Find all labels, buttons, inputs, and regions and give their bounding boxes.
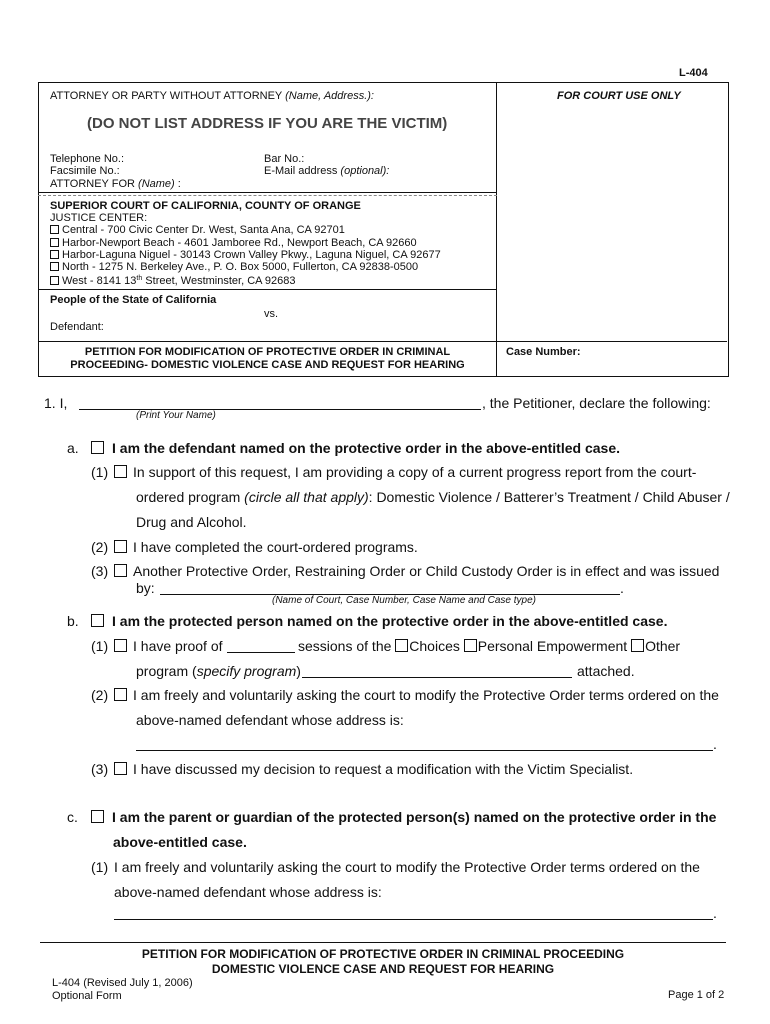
plaintiff-label: People of the State of California (50, 294, 217, 306)
center-harbor-laguna[interactable] (50, 249, 441, 261)
petition-title-line2: PROCEEDING- DOMESTIC VIOLENCE CASE AND REQUEST FOR HEARING (70, 359, 465, 371)
optional-form-label: Optional Form (52, 990, 122, 1002)
attorney-for-label: ATTORNEY FOR (50, 177, 135, 190)
checkbox[interactable] (50, 276, 59, 285)
item-a2-number: (2) (91, 539, 109, 555)
item-c1-line2: above-named defendant whose address is: (114, 884, 382, 900)
item-b3-number: (3) (91, 761, 109, 777)
item-b1-options (298, 638, 680, 654)
print-name-hint: (Print Your Name) (136, 410, 216, 421)
justice-center-label: JUSTICE CENTER: (50, 212, 148, 225)
item-a (91, 440, 620, 456)
program-options: : Domestic Violence / Batterer’s Treatment / Child Abuser / (368, 489, 730, 505)
court-use-label: FOR COURT USE ONLY (557, 90, 681, 102)
defendant-address-field-b[interactable] (136, 750, 713, 751)
program-label: program ( (136, 663, 197, 679)
center-west[interactable] (50, 273, 441, 287)
checkbox[interactable] (50, 250, 59, 259)
checkbox[interactable] (50, 225, 59, 234)
email-hint: (optional): (340, 165, 390, 178)
attorney-section-divider (38, 192, 497, 193)
checkbox[interactable] (50, 238, 59, 247)
attorney-for-hint: (Name) (138, 177, 175, 190)
center-label: Harbor-Newport Beach - 4601 Jamboree Rd., Newport Beach, CA 92660 (62, 236, 417, 249)
other-checkbox[interactable] (631, 639, 644, 652)
item-b2-period: . (713, 736, 717, 752)
center-harbor-newport[interactable] (50, 237, 441, 249)
item-b1-number: (1) (91, 638, 109, 654)
personal-empowerment-label: Personal Empowerment (477, 638, 628, 654)
specify-program-hint: specify program (196, 663, 297, 679)
item-b2-number: (2) (91, 687, 109, 703)
ordinal-suffix: th (136, 275, 143, 283)
item-b3-text: I have discussed my decision to request a modification with the Victim Specialist. (133, 761, 634, 777)
item-b1-line2 (136, 663, 301, 679)
item1-tail: , the Petitioner, declare the following: (482, 395, 711, 411)
item-c-text: I am the parent or guardian of the protected person(s) named on the protective order in the (112, 809, 717, 825)
item-a1-line2 (136, 489, 730, 505)
center-label-rest: Street, Westminster, CA 92683 (142, 275, 296, 288)
item-a3-period: . (620, 580, 624, 596)
victim-warning: (DO NOT LIST ADDRESS IF YOU ARE THE VICTIM) (87, 115, 448, 132)
bar-email-labels (264, 153, 389, 178)
item-b3-checkbox[interactable] (114, 762, 127, 775)
facsimile-label: Facsimile No.: (50, 165, 120, 178)
center-label: West - 8141 13 (62, 275, 137, 288)
item-a2-checkbox[interactable] (114, 540, 127, 553)
footer-revision (52, 977, 193, 1003)
email-row (264, 165, 389, 177)
vs-label: vs. (264, 308, 279, 320)
sessions-count-field[interactable] (227, 652, 295, 653)
personal-empowerment-checkbox[interactable] (464, 639, 477, 652)
bar-no-label: Bar No.: (264, 153, 305, 165)
petition-title-line1: PETITION FOR MODIFICATION OF PROTECTIVE ORDER IN CRIMINAL (84, 346, 451, 358)
item1-number: 1. I, (44, 395, 68, 411)
footer-title (40, 947, 726, 977)
item-c1-period: . (713, 905, 717, 921)
item-a1-number: (1) (91, 464, 109, 480)
center-label: North - 1275 N. Berkeley Ave., P. O. Box 5000, Fullerton, CA 92838-0500 (62, 261, 419, 274)
item-c-text-line2: above-entitled case. (113, 834, 247, 850)
circle-hint: (circle all that apply) (244, 489, 369, 505)
attorney-label: ATTORNEY OR PARTY WITHOUT ATTORNEY (50, 90, 283, 102)
contact-labels (50, 153, 181, 190)
page-number: Page 1 of 2 (668, 989, 725, 1001)
item-a-label: a. (67, 440, 79, 456)
parties-section-divider (38, 341, 727, 342)
defendant-address-field-c[interactable] (114, 919, 713, 920)
item-b-checkbox[interactable] (91, 614, 104, 627)
item-a3-checkbox[interactable] (114, 564, 127, 577)
attorney-for-row (50, 178, 181, 190)
item-c1-number: (1) (91, 859, 109, 875)
other-label: Other (645, 638, 681, 654)
item-a1 (114, 464, 696, 480)
email-label: E-Mail address (264, 165, 338, 178)
item-a2-text: I have completed the court-ordered programs. (133, 539, 418, 555)
item-c1-text: I am freely and voluntarily asking the court to modify the Protective Order terms ordered on the (114, 859, 700, 875)
case-number-label: Case Number: (506, 346, 581, 358)
order-details-hint: (Name of Court, Case Number, Case Name and Case type) (272, 595, 536, 606)
program-name-field[interactable] (302, 677, 572, 678)
center-central[interactable] (50, 224, 441, 236)
defendant-label: Defendant: (50, 321, 104, 333)
checkbox[interactable] (50, 262, 59, 271)
attorney-for-colon: : (177, 177, 181, 190)
footer-title-line2: DOMESTIC VIOLENCE CASE AND REQUEST FOR HEARING (211, 962, 555, 976)
attorney-hint: (Name, Address.): (285, 90, 374, 102)
item-b2-checkbox[interactable] (114, 688, 127, 701)
item-a-checkbox[interactable] (91, 441, 104, 454)
caption-divider (496, 82, 497, 376)
item-b2-line2: above-named defendant whose address is: (136, 712, 404, 728)
item-b1-text: I have proof of (133, 638, 223, 654)
item-b (91, 613, 667, 629)
attorney-section-rule (38, 195, 497, 196)
telephone-label: Telephone No.: (50, 153, 124, 165)
item-a1-checkbox[interactable] (114, 465, 127, 478)
court-block (50, 200, 441, 287)
item-c (91, 809, 716, 825)
item-a1-line3: Drug and Alcohol. (136, 514, 247, 530)
court-section-divider (38, 289, 497, 290)
revision-label: L-404 (Revised July 1, 2006) (52, 977, 193, 989)
choices-label: Choices (409, 638, 460, 654)
item-b2-text: I am freely and voluntarily asking the court to modify the Protective Order terms ordered on the (133, 687, 719, 703)
item-c-label: c. (67, 809, 78, 825)
item-a1-text: In support of this request, I am providing a copy of a current progress report from the court- (133, 464, 697, 480)
item-b1-checkbox[interactable] (114, 639, 127, 652)
footer-title-line1: PETITION FOR MODIFICATION OF PROTECTIVE ORDER IN CRIMINAL PROCEEDING (141, 947, 625, 961)
item-a1-line2-text: ordered program (136, 489, 245, 505)
item-b-text: I am the protected person named on the protective order in the above-entitled case. (112, 613, 668, 629)
item-c-checkbox[interactable] (91, 810, 104, 823)
program-close-paren: ) (296, 663, 301, 679)
attached-label: attached. (577, 663, 635, 679)
item-a3 (114, 563, 719, 579)
center-label: Central - 700 Civic Center Dr. West, Santa Ana, CA 92701 (62, 224, 345, 237)
item-b2 (114, 687, 719, 703)
item-a2 (114, 539, 418, 555)
choices-checkbox[interactable] (395, 639, 408, 652)
footer-rule (40, 942, 726, 943)
sessions-label: sessions of the (298, 638, 392, 654)
center-label: Harbor-Laguna Niguel - 30143 Crown Valley Pkwy., Laguna Niguel, CA 92677 (62, 248, 441, 261)
attorney-label-row (50, 90, 374, 102)
petition-title-box (38, 346, 497, 372)
item-a3-by: by: (136, 580, 155, 596)
form-id: L-404 (679, 67, 708, 79)
item-b1 (114, 638, 223, 654)
item-b3 (114, 761, 633, 777)
item-a3-text: Another Protective Order, Restraining Order or Child Custody Order is in effect and was issued (133, 563, 720, 579)
court-name: SUPERIOR COURT OF CALIFORNIA, COUNTY OF ORANGE (50, 200, 361, 212)
item-a3-number: (3) (91, 563, 109, 579)
item-a-text: I am the defendant named on the protective order in the above-entitled case. (112, 440, 620, 456)
center-north[interactable] (50, 261, 441, 273)
item-b-label: b. (67, 613, 79, 629)
